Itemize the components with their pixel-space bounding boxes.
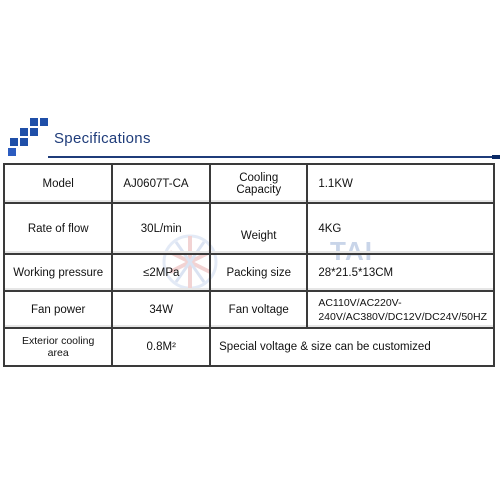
table-row (4, 291, 494, 328)
section-title: Specifications (54, 130, 151, 147)
model-label: Model (4, 164, 112, 203)
weight-value: 4KG (307, 203, 494, 254)
exterior-cooling-area-label: Exterior cooling area (4, 328, 112, 366)
packing-size-label: Packing size (210, 254, 307, 291)
table-row (4, 328, 494, 366)
working-pressure-label: Working pressure (4, 254, 112, 291)
table-row (4, 164, 494, 203)
packing-size-value: 28*21.5*13CM (307, 254, 494, 291)
cooling-capacity-label: Cooling Capacity (210, 164, 307, 203)
specifications-header (8, 118, 500, 160)
cooling-capacity-value: 1.1KW (307, 164, 494, 203)
customization-note: Special voltage & size can be customized (210, 328, 494, 366)
table-row (4, 203, 494, 254)
table-row (4, 254, 494, 291)
fan-power-label: Fan power (4, 291, 112, 328)
weight-label: Weight (210, 203, 307, 254)
rate-of-flow-label: Rate of flow (4, 203, 112, 254)
exterior-cooling-area-value: 0.8M² (112, 328, 210, 366)
fan-voltage-label: Fan voltage (210, 291, 307, 328)
watermark-text: TAI (330, 236, 373, 266)
fan-power-value: 34W (112, 291, 210, 328)
working-pressure-value: ≤2MPa (112, 254, 210, 291)
specifications-table (3, 163, 495, 367)
squares-logo-icon (8, 118, 48, 158)
rate-of-flow-value: 30L/min (112, 203, 210, 254)
title-underline (48, 156, 500, 158)
fan-voltage-value: AC110V/AC220V-240V/AC380V/DC12V/DC24V/50HZ (307, 291, 494, 328)
model-value: AJ0607T-CA (112, 164, 210, 203)
